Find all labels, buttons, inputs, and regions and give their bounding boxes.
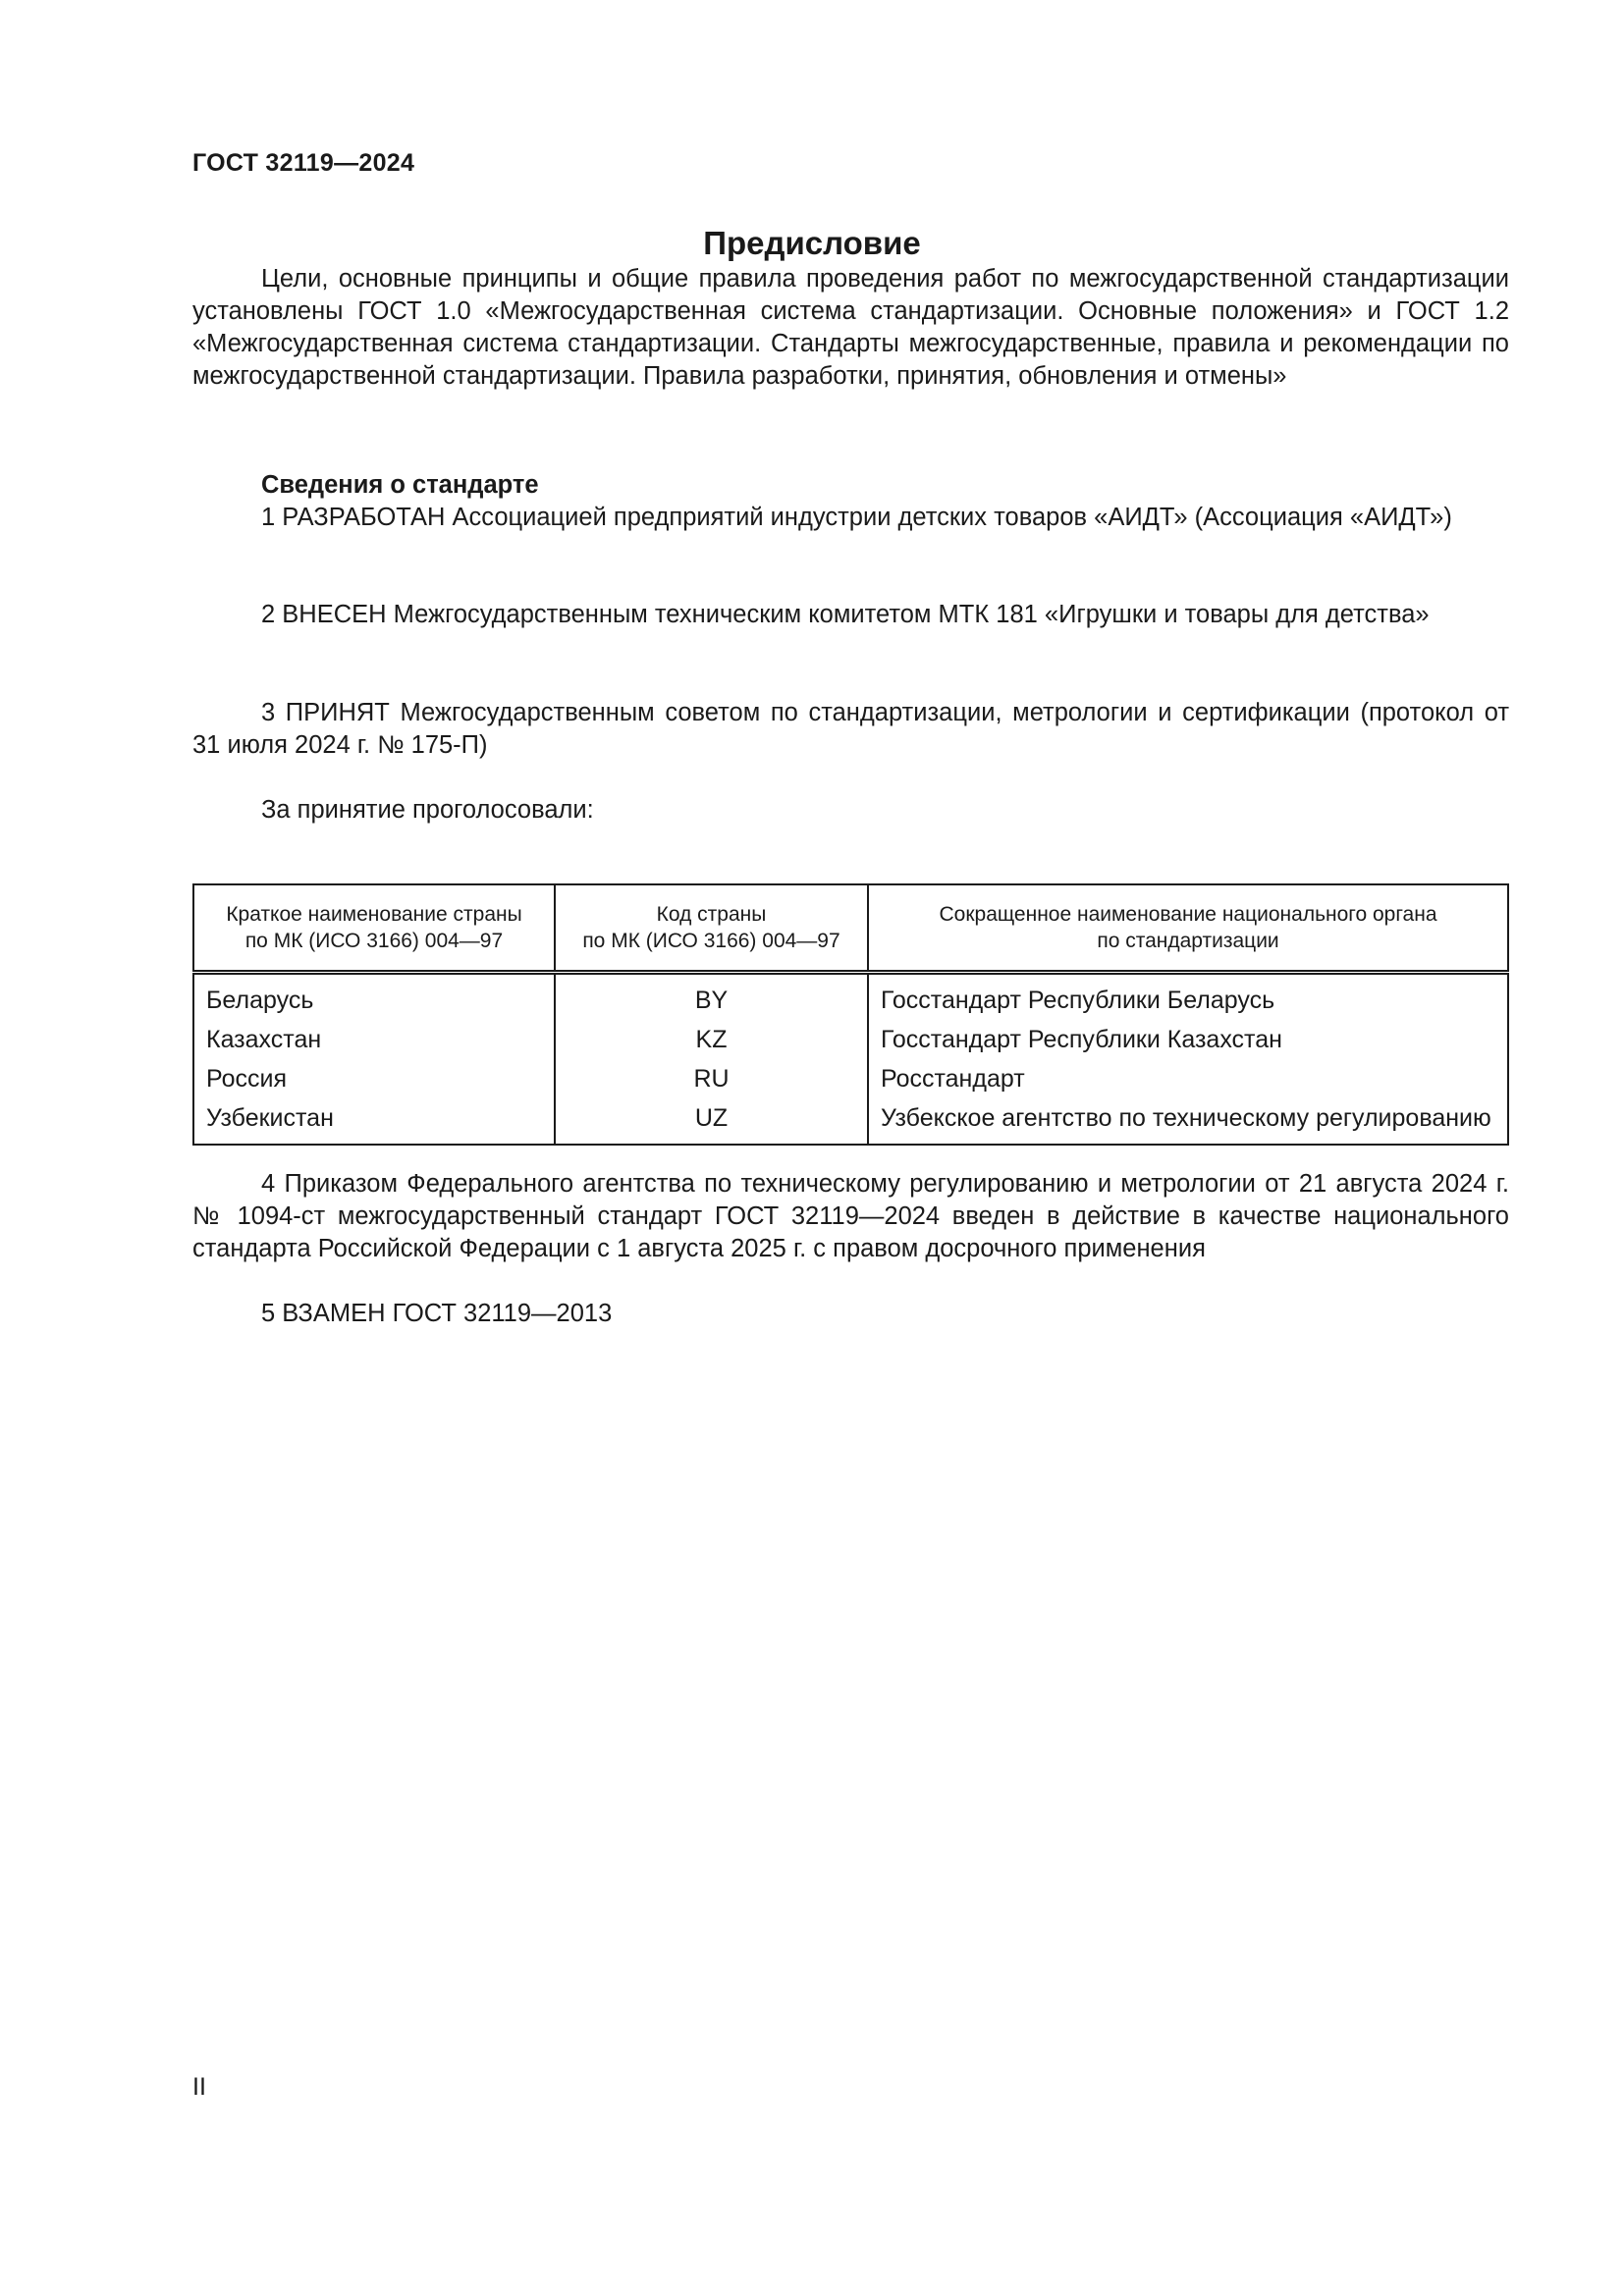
standard-info-heading: Сведения о стандарте — [261, 471, 539, 499]
header-code-line-1: Код страны — [656, 903, 767, 926]
header-national-body — [868, 884, 1508, 973]
cell-code: UZ — [555, 1098, 868, 1145]
header-code — [555, 884, 868, 973]
cell-country: Узбекистан — [193, 1098, 555, 1145]
page-number: II — [192, 2073, 206, 2101]
cell-national-body: Росстандарт — [868, 1059, 1508, 1098]
item-3-adopted: 3 ПРИНЯТ Межгосударственным советом по стандартизации, метрологии и сертификации (протокол от 31 июля 2024 г. № 175-П) — [192, 699, 1509, 759]
cell-code: KZ — [555, 1020, 868, 1059]
header-code-line-2: по МК (ИСО 3166) 004—97 — [582, 930, 840, 952]
cell-national-body: Узбекское агентство по техническому регулированию — [868, 1098, 1508, 1145]
cell-national-body: Госстандарт Республики Беларусь — [868, 973, 1508, 1021]
cell-code: RU — [555, 1059, 868, 1098]
table-row — [193, 1059, 1508, 1098]
header-country — [193, 884, 555, 973]
table-row — [193, 973, 1508, 1021]
page-title: Предисловие — [703, 225, 921, 261]
item-1-developed: 1 РАЗРАБОТАН Ассоциацией предприятий индустрии детских товаров «АИДТ» (Ассоциация «АИДТ») — [261, 504, 1452, 531]
cell-country: Россия — [193, 1059, 555, 1098]
table-row — [193, 1098, 1508, 1145]
document-code-header: ГОСТ 32119—2024 — [192, 149, 415, 177]
voting-table — [192, 883, 1509, 1146]
cell-country: Казахстан — [193, 1020, 555, 1059]
intro-paragraph: Цели, основные принципы и общие правила проведения работ по межгосударственной стандартизации установлены ГОСТ 1.0 «Межгосударственная система стандартизации. Основные положения» и ГОСТ 1.2 «Межгосударственная система стандартизации. Стандарты межгосударственные, правила и рекомендации по межгосударственной стандартизации. Правила разработки, принятия, обновления и отмены» — [192, 265, 1509, 390]
table-row — [193, 1020, 1508, 1059]
header-country-line-1: Краткое наименование страны — [226, 903, 522, 926]
header-body-line-1: Сокращенное наименование национального органа — [939, 903, 1437, 926]
header-country-line-2: по МК (ИСО 3166) 004—97 — [244, 930, 504, 952]
cell-national-body: Госстандарт Республики Казахстан — [868, 1020, 1508, 1059]
vote-intro: За принятие проголосовали: — [261, 796, 594, 824]
item-5-replaces: 5 ВЗАМЕН ГОСТ 32119—2013 — [261, 1300, 613, 1327]
header-body-line-2: по стандартизации — [1097, 930, 1279, 952]
item-4-order: 4 Приказом Федерального агентства по техническому регулированию и метрологии от 21 августа 2024 г. № 1094-ст межгосударственный стандарт ГОСТ 32119—2024 введен в действие в качестве национального стандарта Российской Федерации с 1 августа 2025 г. с правом досрочного применения — [192, 1170, 1509, 1262]
cell-code: BY — [555, 973, 868, 1021]
item-2-submitted: 2 ВНЕСЕН Межгосударственным техническим комитетом МТК 181 «Игрушки и товары для детства» — [261, 601, 1430, 628]
table-header-row — [193, 884, 1508, 973]
cell-country: Беларусь — [193, 973, 555, 1021]
